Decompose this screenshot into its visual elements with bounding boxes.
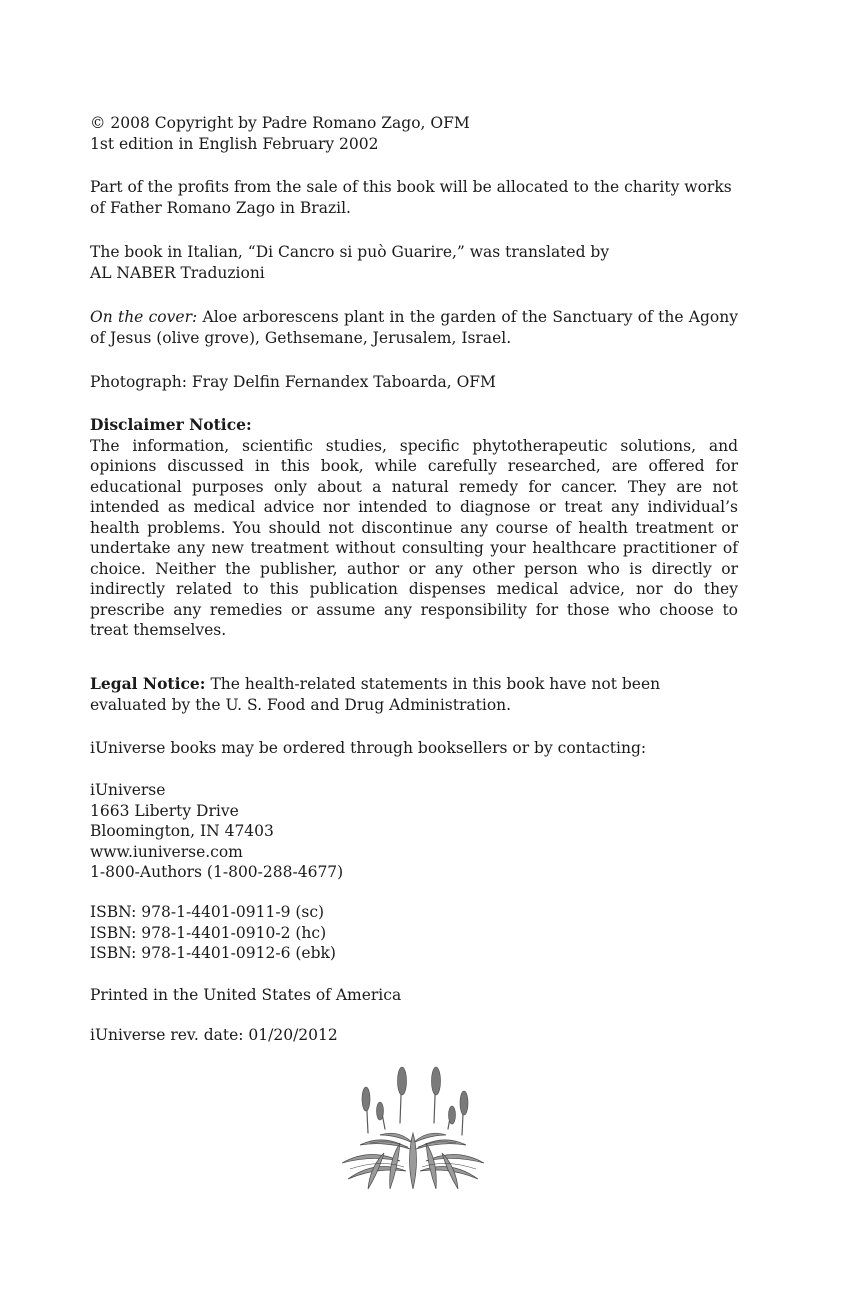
disclaimer-notice — [90, 415, 738, 641]
legal-paragraph — [90, 674, 738, 715]
translation-note — [90, 242, 738, 283]
legal-heading: Legal Notice: — [90, 674, 206, 693]
isbn-ebook: ISBN: 978-1-4401-0912-6 (ebk) — [90, 944, 336, 962]
publisher-name: iUniverse — [90, 781, 166, 799]
cover-note — [90, 307, 738, 348]
publisher-street: 1663 Liberty Drive — [90, 801, 239, 820]
legal-notice — [90, 674, 738, 715]
publisher-website: www.iuniverse.com — [90, 842, 243, 861]
printed-in — [90, 985, 738, 1006]
publisher-phone: 1-800-Authors (1-800-288-4677) — [90, 863, 344, 881]
translator-name: AL NABER Traduzioni — [90, 263, 265, 282]
revision-date — [90, 1025, 738, 1046]
aloe-plant-illustration-icon — [340, 1063, 486, 1189]
copyright-notice — [90, 113, 738, 154]
profits-note — [90, 177, 738, 218]
edition-line: 1st edition in English February 2002 — [90, 134, 379, 153]
publisher-address — [90, 780, 738, 883]
copyright-line: © 2008 Copyright by Padre Romano Zago, OFM — [90, 114, 470, 132]
isbn-list — [90, 902, 738, 964]
photo-credit — [90, 372, 738, 393]
cover-text: Aloe arborescens plant in the garden of the Sanctuary of the Agony of Jesus (olive grove), Gethsemane, Jerusalem, Israel. — [90, 308, 738, 347]
photo-credit-text: Photograph: Fray Delfin Fernandex Taboarda, OFM — [90, 373, 496, 391]
legal-text: The health-related statements in this book have not been evaluated by the U. S. Food and Drug Administration. — [90, 675, 661, 714]
cover-paragraph — [90, 307, 738, 348]
cover-label: On the cover: — [90, 308, 198, 326]
disclaimer-text: The information, scientific studies, specific phytotherapeutic solutions, and opinions discussed in this book, while carefully researched, are offered for educational purposes only about a natural remedy for cancer. They are not intended as medical advice nor intended to diagnose or treat any individual’s health problems. You should not discontinue any course of health treatment or undertake any new treatment without consulting your healthcare practitioner of choice. Neither the publisher, author or any other person who is directly or indirectly related to this publication dispenses medical advice, nor do they prescribe any remedies or assume any responsibility for those who choose to treat themselves. — [90, 436, 738, 639]
profits-text: Part of the profits from the sale of this book will be allocated to the charity works of Father Romano Zago in Brazil. — [90, 178, 732, 217]
translation-line: The book in Italian, “Di Cancro si può Guarire,” was translated by — [90, 243, 610, 261]
isbn-softcover: ISBN: 978-1-4401-0911-9 (sc) — [90, 903, 325, 921]
disclaimer-heading: Disclaimer Notice: — [90, 415, 252, 434]
order-note — [90, 738, 738, 759]
order-text: iUniverse books may be ordered through booksellers or by contacting: — [90, 739, 647, 757]
publisher-city: Bloomington, IN 47403 — [90, 822, 274, 840]
printed-in-text: Printed in the United States of America — [90, 986, 402, 1004]
revision-date-text: iUniverse rev. date: 01/20/2012 — [90, 1026, 338, 1044]
isbn-hardcover: ISBN: 978-1-4401-0910-2 (hc) — [90, 923, 327, 942]
